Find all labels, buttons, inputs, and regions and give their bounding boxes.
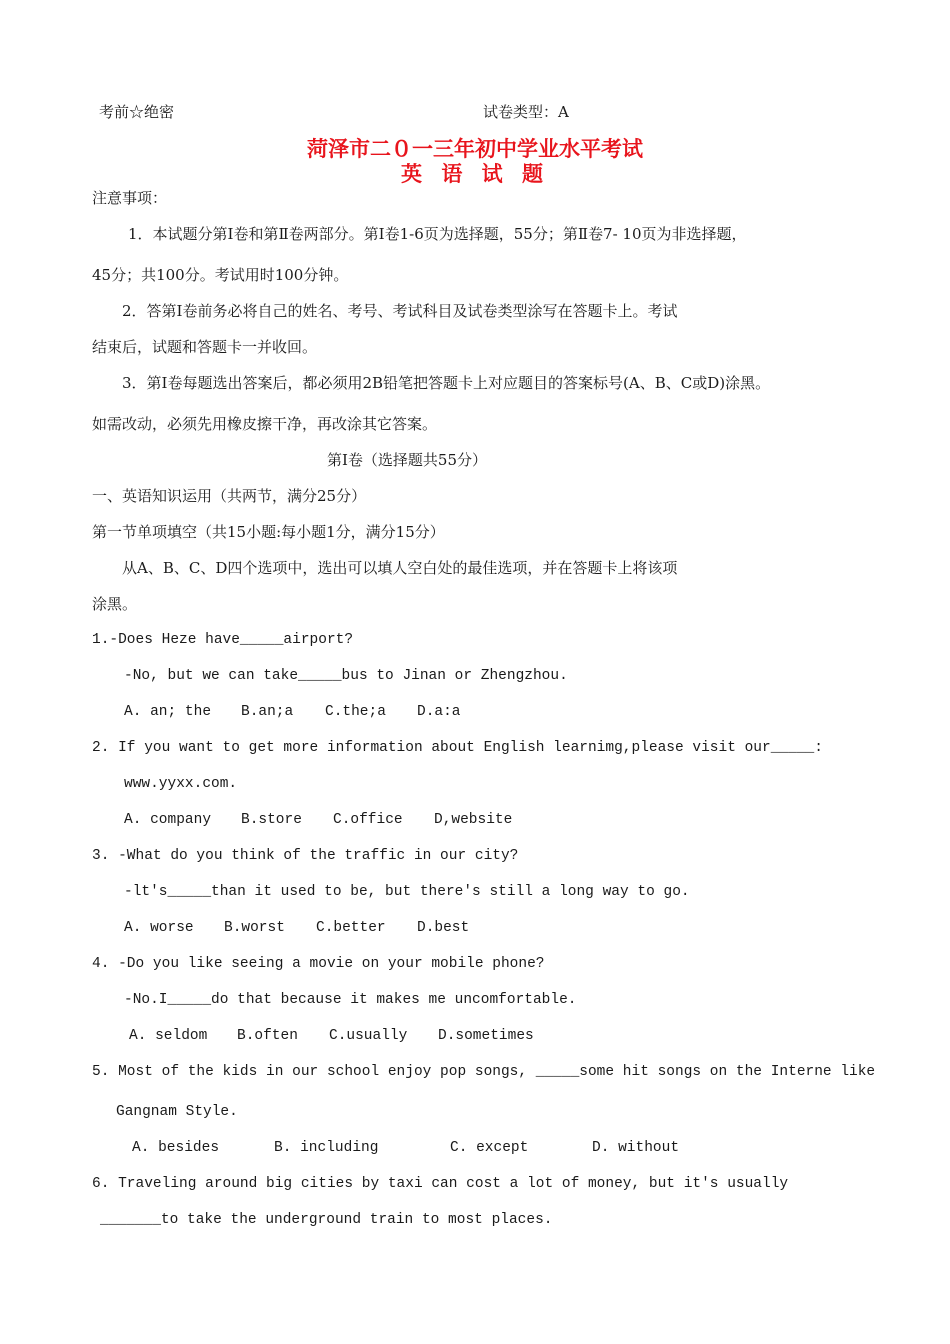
option-d: D.best [417,920,470,936]
question-3-stem: 3. -What do you think of the traffic in our city? [92,848,519,864]
option-b: B.store [241,812,302,828]
question-2-url: www.yyxx.com. [124,776,238,792]
question-6-stem-cont: _______to take the underground train to most places. [100,1212,553,1228]
header-right: 试卷类型：A [483,103,569,121]
question-1-stem: 1.-Does Heze have_____airport? [92,632,354,648]
question-4-options [0,1026,950,1046]
question-5-options [0,1138,950,1158]
option-d: D. without [592,1140,680,1156]
instruction-line-1: 从A、B、C、D四个选项中，选出可以填人空白处的最佳选项，并在答题卡上将该项 [122,559,678,577]
question-2-stem: 2. If you want to get more information about English learnimg,please visit our_____: [92,740,823,756]
note-3-line-1: 3．第Ⅰ卷每题选出答案后，都必须用2B铅笔把答题卡上对应题目的答案标号(A、B、C或D)涂黑。 [122,374,771,392]
question-4-reply: -No.I_____do that because it makes me uncomfortable. [124,992,577,1008]
option-d: D.a:a [417,704,461,720]
note-1-line-2: 45分；共100分。考试用时100分钟。 [92,266,349,284]
note-2-line-1: 2．答第Ⅰ卷前务必将自己的姓名、考号、考试科目及试卷类型涂写在答题卡上。考试 [122,302,678,320]
option-c: C.office [333,812,403,828]
option-c: C. except [450,1140,529,1156]
notes-heading: 注意事项： [92,189,168,207]
option-a: A. besides [132,1140,220,1156]
question-5-stem-cont: Gangnam Style. [116,1104,238,1120]
option-b: B.worst [224,920,285,936]
subpart-heading: 第一节单项填空（共15小题:每小题1分，满分15分） [92,523,445,541]
question-5-stem: 5. Most of the kids in our school enjoy pop songs, _____some hit songs on the Interne like [92,1064,876,1080]
option-a: A. an; the [124,704,212,720]
page-title: 菏泽市二０一三年初中学业水平考试 [307,137,643,161]
question-6-stem: 6. Traveling around big cities by taxi can cost a lot of money, but it's usually [92,1176,789,1192]
question-4-stem: 4. -Do you like seeing a movie on your mobile phone? [92,956,545,972]
note-2-line-2: 结束后，试题和答题卡一并收回。 [92,338,318,356]
option-b: B.an;a [241,704,294,720]
option-d: D.sometimes [438,1028,534,1044]
question-1-reply: -No, but we can take_____bus to Jinan or Zhengzhou. [124,668,568,684]
option-b: B. including [274,1140,379,1156]
part-heading: 一、英语知识运用（共两节，满分25分） [92,487,367,505]
option-a: A. worse [124,920,194,936]
page-subtitle: 英 语 试 题 [401,162,549,186]
option-d: D,website [434,812,513,828]
header-left: 考前☆绝密 [99,103,175,121]
question-2-options [0,810,950,830]
option-c: C.better [316,920,386,936]
note-3-line-2: 如需改动，必须先用橡皮擦干净，再改涂其它答案。 [92,415,438,433]
note-1-line-1: 1．本试题分第Ⅰ卷和第Ⅱ卷两部分。第Ⅰ卷1-6页为选择题，55分；第Ⅱ卷7- 10页为非选择题， [128,225,747,243]
option-c: C.the;a [325,704,386,720]
option-a: A. company [124,812,212,828]
volume-heading: 第Ⅰ卷（选择题共55分） [327,451,488,469]
option-a: A. seldom [129,1028,208,1044]
instruction-line-2: 涂黑。 [92,595,138,613]
question-3-reply: -lt's_____than it used to be, but there's still a long way to go. [124,884,690,900]
question-3-options [0,918,950,938]
option-c: C.usually [329,1028,408,1044]
question-1-options [0,702,950,722]
option-b: B.often [237,1028,298,1044]
